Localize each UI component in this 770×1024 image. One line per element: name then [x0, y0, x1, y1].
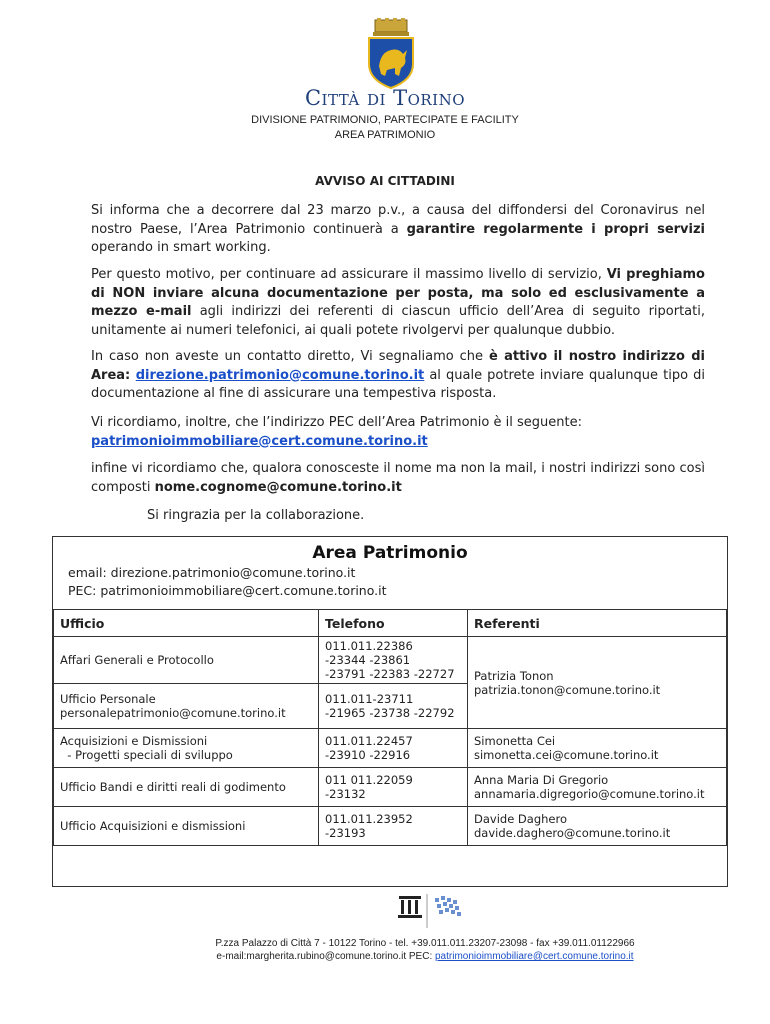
paragraph-4: [91, 414, 705, 451]
phone-cell: [319, 684, 468, 729]
unesco-torino-logo: [385, 892, 475, 930]
thanks-text: Si ringrazia per la collaborazione.: [147, 508, 365, 523]
p5-text: infine vi ricordiamo che, qualora conosceste il nome ma non la mail, i nostri indirizzi sono così composti: [91, 461, 705, 495]
referent-name: Simonetta Cei: [474, 734, 556, 748]
office-name: Acquisizioni e Dismissioni: [60, 734, 208, 748]
office-name: Ufficio Personale: [60, 692, 156, 706]
footer-contacts: [0, 951, 770, 962]
referent-cell: [468, 768, 727, 807]
p5-bold: nome.cognome@comune.torino.it: [154, 479, 402, 495]
paragraph-2: [91, 266, 705, 340]
paragraph-1: [91, 202, 705, 258]
footer-address: P.zza Palazzo di Città 7 - 10122 Torino - tel. +39.011.011.23207-23098 - fax +39.011.01122966: [215, 938, 635, 949]
torino-crest-logo: [361, 18, 421, 90]
header-ufficio: Ufficio: [54, 610, 319, 637]
header-referenti: Referenti: [468, 610, 727, 637]
phone-line: -23910 -22916: [325, 748, 411, 762]
office-cell: [54, 684, 319, 729]
city-name: Città di Torino: [304, 86, 466, 110]
table-header-row: [54, 610, 727, 637]
area-name: AREA PATRIMONIO: [334, 129, 436, 141]
p1-bold: garantire regolarmente i propri servizi: [406, 221, 706, 237]
office-subtitle: - Progetti speciali di sviluppo: [60, 748, 233, 762]
referent-cell: [468, 807, 727, 846]
referent-email: simonetta.cei@comune.torino.it: [474, 748, 659, 762]
box-email: email: direzione.patrimonio@comune.torino.it: [68, 565, 356, 580]
p3-bold: è attivo il nostro indirizzo di Area:: [91, 349, 705, 383]
p2-text: Per questo motivo, per continuare ad assicurare il massimo livello di servizio,: [91, 267, 607, 282]
phone-line: 011.011-23711: [325, 692, 414, 706]
division-name: DIVISIONE PATRIMONIO, PARTECIPATE E FACILITY: [251, 114, 519, 126]
office-name: Ufficio Acquisizioni e dismissioni: [60, 819, 246, 833]
phone-line: 011.011.22386: [325, 639, 413, 653]
p1-text-end: operando in smart working.: [91, 240, 271, 255]
p3-text-end: al quale potrete inviare qualunque tipo di documentazione al fine di assicurare una tempestiva risposta.: [91, 367, 705, 401]
phone-cell: [319, 807, 468, 846]
notice-title: AVVISO AI CITTADINI: [315, 174, 455, 188]
referent-name: Anna Maria Di Gregorio: [474, 773, 609, 787]
office-cell: [54, 768, 319, 807]
office-cell: [54, 637, 319, 684]
phone-cell: [319, 729, 468, 768]
phone-line: 011.011.23952: [325, 812, 413, 826]
p2-bold: Vi preghiamo di NON inviare alcuna documentazione per posta, ma solo ed esclusivamente a mezzo e-mail: [91, 267, 705, 319]
box-pec: PEC: patrimonioimmobiliare@cert.comune.torino.it: [68, 583, 387, 598]
phone-cell: [319, 637, 468, 684]
paragraph-3: [91, 348, 705, 404]
header-telefono: Telefono: [319, 610, 468, 637]
pec-link[interactable]: patrimonioimmobiliare@cert.comune.torino.it: [91, 433, 428, 449]
office-name: Ufficio Bandi e diritti reali di godimento: [60, 780, 286, 794]
phone-cell: [319, 768, 468, 807]
area-contacts-box: [52, 536, 728, 887]
offices-table: [53, 609, 727, 846]
office-email: personalepatrimonio@comune.torino.it: [60, 706, 286, 720]
table-row: [54, 807, 727, 846]
table-row: [54, 637, 727, 684]
phone-line: -21965 -23738 -22792: [325, 706, 455, 720]
phone-line: -23132: [325, 787, 366, 801]
p2-text-end: agli indirizzi dei referenti di ciascun ufficio dell’Area di seguito riportati, unitamente ai numeri telefonici, ai quali potete rivolgervi per qualunque dubbio.: [91, 304, 705, 338]
phone-line: 011 011.22059: [325, 773, 413, 787]
phone-line: -23344 -23861: [325, 653, 411, 667]
table-row: [54, 768, 727, 807]
footer-email: e-mail:margherita.rubino@comune.torino.it PEC:: [216, 951, 435, 962]
p1-text: Si informa che a decorrere dal 23 marzo p.v., a causa del diffondersi del Coronavirus nel nostro Paese, l’Area Patrimonio continuerà a: [91, 203, 705, 237]
phone-line: 011.011.22457: [325, 734, 413, 748]
footer-pec-link[interactable]: patrimonioimmobiliare@cert.comune.torino.it: [435, 951, 634, 962]
referent-name: Davide Daghero: [474, 812, 568, 826]
office-cell: [54, 729, 319, 768]
p3-text: In caso non aveste un contatto diretto, Vi segnaliamo che: [91, 349, 489, 364]
referent-name: Patrizia Tonon: [474, 668, 554, 683]
box-title: Area Patrimonio: [312, 543, 468, 563]
office-name: Affari Generali e Protocollo: [60, 653, 214, 667]
paragraph-5: [91, 460, 705, 497]
office-cell: [54, 807, 319, 846]
phone-line: -23791 -22383 -22727: [325, 667, 455, 681]
phone-line: -23193: [325, 826, 366, 840]
referent-email: annamaria.digregorio@comune.torino.it: [474, 787, 705, 801]
referent-cell: [468, 637, 727, 729]
table-row: [54, 729, 727, 768]
referent-cell: [468, 729, 727, 768]
area-email-link[interactable]: direzione.patrimonio@comune.torino.it: [135, 367, 425, 383]
referent-email: patrizia.tonon@comune.torino.it: [474, 682, 661, 697]
p4-text: Vi ricordiamo, inoltre, che l’indirizzo PEC dell’Area Patrimonio è il seguente:: [91, 415, 582, 430]
referent-email: davide.daghero@comune.torino.it: [474, 826, 671, 840]
